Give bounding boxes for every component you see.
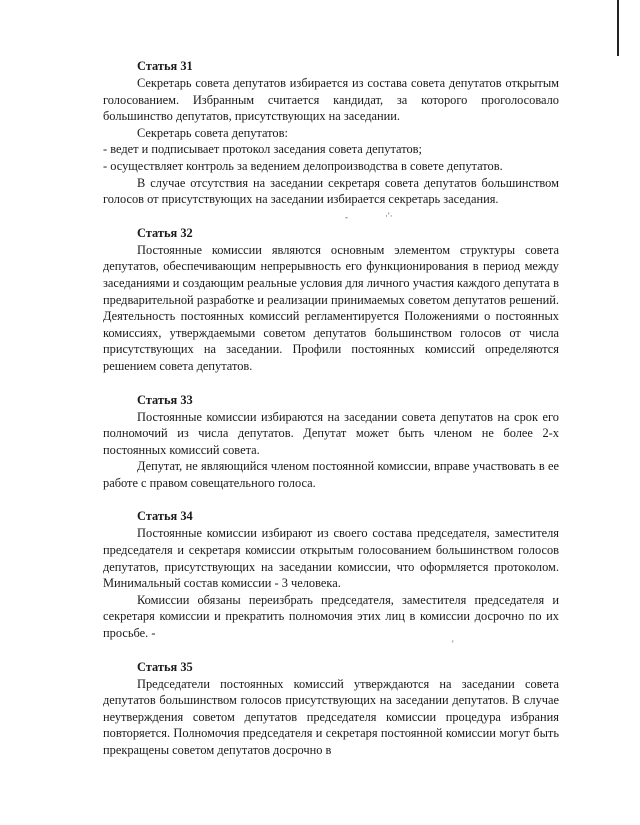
scan-speck: ·'· bbox=[385, 211, 393, 221]
paragraph: Председатели постоянных комиссий утверждаются на заседании совета депутатов большинством голосов присутствующих на заседании депутатов. В случае неутверждения советом депутатов председателя комиссии процедура избрания повторяется. Полномочия председателя и секретаря постоянной комиссии могут быть прекращены советом депутатов досрочно в bbox=[103, 676, 559, 757]
article-35 bbox=[103, 659, 559, 759]
paragraph: Комиссии обязаны переизбрать председателя, заместителя председателя и секретаря комиссии и прекратить полномочия этих лиц в комиссии досрочно по их просьбе. - bbox=[103, 592, 559, 641]
article-33 bbox=[103, 392, 559, 492]
list-item: - ведет и подписывает протокол заседания совета депутатов; bbox=[103, 142, 422, 157]
article-heading: Статья 32 bbox=[137, 225, 193, 240]
article-heading: Статья 35 bbox=[137, 659, 193, 674]
scan-speck: - bbox=[345, 212, 348, 222]
list-item: - осуществляет контроль за ведением делопроизводства в совете депутатов. bbox=[103, 158, 503, 173]
paragraph: Секретарь совета депутатов: bbox=[137, 125, 288, 140]
document-body bbox=[103, 58, 559, 759]
page-edge-line bbox=[617, 0, 619, 56]
paragraph: Постоянные комиссии избирают из своего состава председателя, заместителя председателя и секретаря комиссии открытым голосованием большинством голосов депутатов, присутствующих на заседании комиссии, что оформляется протоколом. Минимальный состав комиссии - 3 человека. bbox=[103, 526, 559, 591]
paragraph: Секретарь совета депутатов избирается из состава совета депутатов открытым голосованием. Избранным считается кандидат, за которого проголосовало большинство депутатов, присутствующих на заседании. bbox=[103, 76, 559, 124]
article-heading: Статья 34 bbox=[137, 509, 193, 524]
article-31 bbox=[103, 58, 559, 208]
paragraph: В случае отсутствия на заседании секретаря совета депутатов большинством голосов от присутствующих на заседании избирается секретарь заседания. bbox=[103, 175, 559, 207]
paragraph: Постоянные комиссии являются основным элементом структуры совета депутатов, обеспечивающим непрерывность его функционирования в период между заседаниями и создающим реальные условия для личного участия каждого депутата в предварительной разработке и реализации принимаемых советом депутатов решений. Деятельность постоянных комиссий регламентируется Положениями о постоянных комиссиях, утверждаемыми советом депутатов большинством голосов от числа присутствующих на заседании. Профили постоянных комиссий определяются решением совета депутатов. bbox=[103, 242, 559, 373]
scan-speck: ' bbox=[452, 639, 454, 649]
paragraph: Депутат, не являющийся членом постоянной комиссии, вправе участвовать в ее работе с правом совещательного голоса. bbox=[103, 459, 559, 490]
article-heading: Статья 31 bbox=[137, 59, 193, 73]
article-32 bbox=[103, 225, 559, 375]
article-heading: Статья 33 bbox=[137, 392, 193, 407]
article-34 bbox=[103, 508, 559, 641]
paragraph: Постоянные комиссии избираются на заседании совета депутатов на срок его полномочий из числа депутатов. Депутат может быть членом не более 2-х постоянных комиссий совета. bbox=[103, 409, 559, 457]
